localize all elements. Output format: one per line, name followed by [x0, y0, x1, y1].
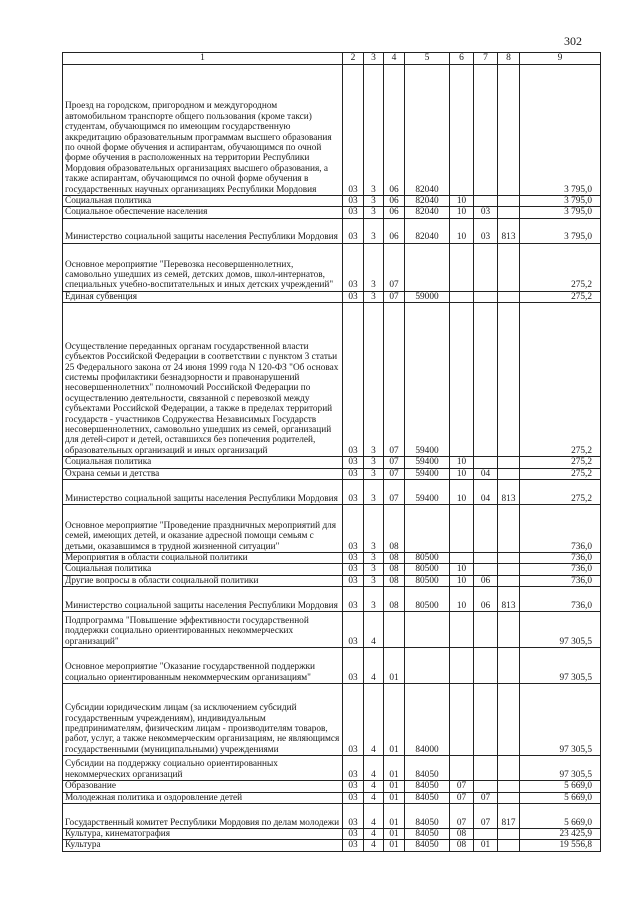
amount-cell: 5 669,0 [520, 792, 601, 803]
code-cell: 03 [474, 207, 498, 218]
code-cell: 03 [474, 218, 498, 243]
code-cell: 01 [384, 648, 405, 684]
code-cell: 4 [364, 684, 384, 756]
code-cell: 10 [450, 480, 474, 505]
code-cell: 08 [384, 553, 405, 564]
amount-cell: 275,2 [520, 303, 601, 457]
code-cell: 3 [364, 553, 384, 564]
table-row [63, 207, 601, 218]
code-cell [450, 243, 474, 291]
code-cell: 03 [343, 207, 364, 218]
code-cell: 59400 [405, 303, 450, 457]
table-row [63, 756, 601, 781]
page-number: 302 [564, 34, 582, 48]
code-cell: 03 [343, 756, 364, 781]
code-cell [474, 291, 498, 302]
row-name-cell: Единая субвенция [63, 291, 343, 302]
code-cell: 03 [343, 564, 364, 575]
code-cell: 3 [364, 505, 384, 553]
header-cell: 1 [63, 53, 343, 65]
row-name-cell: Образование [63, 781, 343, 792]
table-row [63, 468, 601, 479]
table-row [63, 792, 601, 803]
code-cell [498, 553, 520, 564]
amount-cell: 97 305,5 [520, 684, 601, 756]
code-cell [498, 648, 520, 684]
code-cell: 03 [343, 804, 364, 829]
code-cell: 10 [450, 196, 474, 207]
code-cell [450, 648, 474, 684]
code-cell: 80500 [405, 564, 450, 575]
code-cell: 08 [384, 587, 405, 612]
code-cell: 03 [343, 65, 364, 196]
amount-cell: 97 305,5 [520, 756, 601, 781]
code-cell: 03 [343, 829, 364, 840]
amount-cell: 5 669,0 [520, 804, 601, 829]
row-name-cell: Социальное обеспечение населения [63, 207, 343, 218]
code-cell: 04 [474, 468, 498, 479]
code-cell: 10 [450, 218, 474, 243]
code-cell [474, 829, 498, 840]
code-cell: 07 [384, 291, 405, 302]
code-cell: 03 [343, 587, 364, 612]
header-cell: 8 [498, 53, 520, 65]
code-cell: 03 [343, 196, 364, 207]
code-cell: 3 [364, 468, 384, 479]
table-row [63, 243, 601, 291]
amount-cell: 275,2 [520, 243, 601, 291]
amount-cell: 736,0 [520, 553, 601, 564]
code-cell [474, 196, 498, 207]
code-cell: 82040 [405, 196, 450, 207]
code-cell [405, 243, 450, 291]
amount-cell: 5 669,0 [520, 781, 601, 792]
amount-cell: 23 425,9 [520, 829, 601, 840]
code-cell: 06 [474, 587, 498, 612]
table-row [63, 575, 601, 586]
code-cell [450, 612, 474, 648]
code-cell: 06 [384, 196, 405, 207]
header-cell: 9 [520, 53, 601, 65]
code-cell: 03 [343, 505, 364, 553]
header-cell: 4 [384, 53, 405, 65]
header-cell: 7 [474, 53, 498, 65]
code-cell [474, 564, 498, 575]
amount-cell: 736,0 [520, 505, 601, 553]
code-cell [498, 65, 520, 196]
row-name-cell: Основное мероприятие "Оказание государственной поддержки социально ориентированным некоммерческим организациям" [63, 648, 343, 684]
table-row [63, 457, 601, 468]
table-row [63, 684, 601, 756]
code-cell [474, 612, 498, 648]
row-name-cell: Социальная политика [63, 457, 343, 468]
code-cell: 07 [384, 480, 405, 505]
code-cell: 3 [364, 587, 384, 612]
code-cell [474, 303, 498, 457]
row-name-cell: Министерство социальной защиты населения Республики Мордовия [63, 587, 343, 612]
row-name-cell: Министерство социальной защиты населения Республики Мордовия [63, 480, 343, 505]
code-cell: 4 [364, 840, 384, 851]
code-cell: 3 [364, 218, 384, 243]
code-cell [474, 457, 498, 468]
code-cell [384, 612, 405, 648]
amount-cell: 275,2 [520, 291, 601, 302]
code-cell [474, 684, 498, 756]
code-cell: 84050 [405, 756, 450, 781]
code-cell: 08 [450, 829, 474, 840]
row-name-cell: Субсидии на поддержку социально ориентированных некоммерческих организаций [63, 756, 343, 781]
code-cell: 06 [384, 65, 405, 196]
code-cell: 08 [384, 575, 405, 586]
header-cell: 5 [405, 53, 450, 65]
code-cell: 59400 [405, 457, 450, 468]
code-cell: 07 [450, 792, 474, 803]
code-cell: 3 [364, 196, 384, 207]
code-cell [405, 505, 450, 553]
code-cell: 3 [364, 564, 384, 575]
header-row [63, 53, 601, 65]
code-cell [498, 612, 520, 648]
table-row [63, 648, 601, 684]
amount-cell: 736,0 [520, 575, 601, 586]
code-cell [405, 648, 450, 684]
header-cell: 3 [364, 53, 384, 65]
row-name-cell: Подпрограмма "Повышение эффективности государственной поддержки социально ориентированных некоммерческих организаций" [63, 612, 343, 648]
code-cell: 03 [343, 792, 364, 803]
code-cell: 06 [384, 207, 405, 218]
header-cell: 6 [450, 53, 474, 65]
code-cell: 813 [498, 587, 520, 612]
code-cell: 01 [384, 684, 405, 756]
code-cell: 10 [450, 575, 474, 586]
row-name-cell: Культура [63, 840, 343, 851]
amount-cell: 275,2 [520, 457, 601, 468]
code-cell [450, 65, 474, 196]
code-cell: 84050 [405, 829, 450, 840]
table-row [63, 505, 601, 553]
code-cell: 813 [498, 480, 520, 505]
row-name-cell: Осуществление переданных органам государственной власти субъектов Российской Федерации в соответствии с пунктом 3 статьи 25 Федерального закона от 24 июня 1999 года N 120-ФЗ "Об основах системы профилактики безнадзорности и правонарушений несовершеннолетних" полномочий Российской Федерации по осуществлению деятельности, связанной с перевозкой между субъектами Российской Федерации, а также в пределах территорий государств - участников Содружества Независимых Государств несовершеннолетних, самовольно ушедших из семей, организаций для детей-сирот и детей, оставшихся без попечения родителей, образовательных организаций и иных организаций [63, 303, 343, 457]
code-cell: 10 [450, 468, 474, 479]
code-cell: 07 [384, 457, 405, 468]
code-cell: 03 [343, 612, 364, 648]
code-cell: 3 [364, 291, 384, 302]
table-row [63, 781, 601, 792]
code-cell: 3 [364, 480, 384, 505]
code-cell: 03 [343, 303, 364, 457]
amount-cell: 3 795,0 [520, 65, 601, 196]
code-cell: 03 [343, 480, 364, 505]
code-cell: 817 [498, 804, 520, 829]
code-cell: 07 [384, 303, 405, 457]
code-cell: 80500 [405, 553, 450, 564]
table-row [63, 564, 601, 575]
code-cell [498, 564, 520, 575]
code-cell [498, 291, 520, 302]
code-cell: 08 [384, 564, 405, 575]
amount-cell: 3 795,0 [520, 218, 601, 243]
code-cell: 01 [384, 781, 405, 792]
row-name-cell: Социальная политика [63, 564, 343, 575]
table-row [63, 804, 601, 829]
code-cell: 10 [450, 587, 474, 612]
code-cell [474, 553, 498, 564]
row-name-cell: Культура, кинематография [63, 829, 343, 840]
code-cell: 03 [343, 468, 364, 479]
code-cell: 80500 [405, 575, 450, 586]
code-cell: 07 [384, 468, 405, 479]
code-cell [498, 505, 520, 553]
code-cell: 03 [343, 840, 364, 851]
code-cell [450, 505, 474, 553]
code-cell: 06 [474, 575, 498, 586]
code-cell [450, 684, 474, 756]
code-cell: 4 [364, 792, 384, 803]
code-cell [498, 684, 520, 756]
table-row [63, 587, 601, 612]
code-cell: 59400 [405, 468, 450, 479]
code-cell: 04 [474, 480, 498, 505]
code-cell: 4 [364, 829, 384, 840]
code-cell: 07 [450, 781, 474, 792]
code-cell: 01 [384, 792, 405, 803]
table-row [63, 65, 601, 196]
row-name-cell: Молодежная политика и оздоровление детей [63, 792, 343, 803]
code-cell: 08 [450, 840, 474, 851]
table-row [63, 196, 601, 207]
code-cell: 82040 [405, 207, 450, 218]
code-cell: 3 [364, 575, 384, 586]
code-cell: 08 [384, 505, 405, 553]
code-cell: 4 [364, 648, 384, 684]
code-cell [474, 756, 498, 781]
amount-cell: 275,2 [520, 480, 601, 505]
code-cell [498, 781, 520, 792]
code-cell: 84000 [405, 684, 450, 756]
code-cell [450, 291, 474, 302]
code-cell: 3 [364, 207, 384, 218]
code-cell: 4 [364, 804, 384, 829]
code-cell: 01 [384, 840, 405, 851]
table-row [63, 291, 601, 302]
code-cell: 07 [384, 243, 405, 291]
code-cell: 03 [343, 457, 364, 468]
amount-cell: 19 556,8 [520, 840, 601, 851]
row-name-cell: Другие вопросы в области социальной политики [63, 575, 343, 586]
row-name-cell: Социальная политика [63, 196, 343, 207]
code-cell [450, 756, 474, 781]
amount-cell: 3 795,0 [520, 207, 601, 218]
table-row [63, 303, 601, 457]
code-cell: 3 [364, 65, 384, 196]
row-name-cell: Мероприятия в области социальной политики [63, 553, 343, 564]
code-cell [498, 840, 520, 851]
row-name-cell: Государственный комитет Республики Мордовия по делам молодежи [63, 804, 343, 829]
code-cell: 80500 [405, 587, 450, 612]
code-cell: 59000 [405, 291, 450, 302]
code-cell: 59400 [405, 480, 450, 505]
amount-cell: 97 305,5 [520, 648, 601, 684]
code-cell [498, 243, 520, 291]
code-cell: 01 [474, 840, 498, 851]
code-cell [474, 243, 498, 291]
row-name-cell: Субсидии юридическим лицам (за исключением субсидий государственным учреждениям), индивидуальным предпринимателям, физическим лицам - производителям товаров, работ, услуг, а также некоммерческим организациям, не являющимся государственными (муниципальными) учреждениями [63, 684, 343, 756]
code-cell: 03 [343, 553, 364, 564]
code-cell [498, 756, 520, 781]
table-row [63, 840, 601, 851]
code-cell: 84050 [405, 792, 450, 803]
code-cell [498, 468, 520, 479]
header-cell: 2 [343, 53, 364, 65]
code-cell: 01 [384, 756, 405, 781]
row-name-cell: Основное мероприятие "Перевозка несовершеннолетних, самовольно ушедших из семей, детских домов, школ-интернатов, специальных учебно-воспитательных и иных детских учреждений" [63, 243, 343, 291]
code-cell: 82040 [405, 218, 450, 243]
amount-cell: 736,0 [520, 587, 601, 612]
code-cell [405, 612, 450, 648]
code-cell: 03 [343, 575, 364, 586]
code-cell [498, 196, 520, 207]
amount-cell: 736,0 [520, 564, 601, 575]
code-cell: 03 [343, 648, 364, 684]
code-cell: 3 [364, 243, 384, 291]
code-cell: 07 [450, 804, 474, 829]
code-cell [474, 648, 498, 684]
code-cell: 4 [364, 781, 384, 792]
code-cell [498, 457, 520, 468]
code-cell: 10 [450, 457, 474, 468]
code-cell: 84050 [405, 781, 450, 792]
row-name-cell: Основное мероприятие "Проведение праздничных мероприятий для семей, имеющих детей, и оказание адресной помощи семьям с детьми, оказавшимся в трудной жизненной ситуации" [63, 505, 343, 553]
table-row [63, 553, 601, 564]
code-cell [498, 207, 520, 218]
table-row [63, 480, 601, 505]
code-cell [474, 505, 498, 553]
code-cell: 813 [498, 218, 520, 243]
code-cell: 03 [343, 218, 364, 243]
code-cell: 07 [474, 804, 498, 829]
code-cell [498, 829, 520, 840]
code-cell: 10 [450, 564, 474, 575]
code-cell [498, 303, 520, 457]
amount-cell: 97 305,5 [520, 612, 601, 648]
code-cell [474, 781, 498, 792]
code-cell: 82040 [405, 65, 450, 196]
code-cell: 4 [364, 612, 384, 648]
amount-cell: 3 795,0 [520, 196, 601, 207]
code-cell: 06 [384, 218, 405, 243]
budget-table [62, 52, 601, 852]
table-row [63, 612, 601, 648]
code-cell [450, 553, 474, 564]
row-name-cell: Проезд на городском, пригородном и междугородном автомобильном транспорте общего пользования (кроме такси) студентам, обучающимся по имеющим государственную аккредитацию образовательным программам высшего образования по очной форме обучения и аспирантам, обучающимся по очной форме обучения в расположенных на территории Республики Мордовия образовательных организациях высшего образования, а также аспирантам, обучающимся по очной форме обучения в государственных научных организациях Республики Мордовия [63, 65, 343, 196]
code-cell: 3 [364, 303, 384, 457]
code-cell: 84050 [405, 840, 450, 851]
code-cell: 03 [343, 781, 364, 792]
code-cell: 84050 [405, 804, 450, 829]
row-name-cell: Охрана семьи и детства [63, 468, 343, 479]
row-name-cell: Министерство социальной защиты населения Республики Мордовия [63, 218, 343, 243]
code-cell: 07 [474, 792, 498, 803]
code-cell: 03 [343, 291, 364, 302]
code-cell: 03 [343, 684, 364, 756]
code-cell: 03 [343, 243, 364, 291]
amount-cell: 275,2 [520, 468, 601, 479]
code-cell [498, 575, 520, 586]
code-cell: 3 [364, 457, 384, 468]
table-row [63, 218, 601, 243]
code-cell [450, 303, 474, 457]
code-cell: 4 [364, 756, 384, 781]
code-cell: 10 [450, 207, 474, 218]
code-cell: 01 [384, 829, 405, 840]
table-row [63, 829, 601, 840]
code-cell [474, 65, 498, 196]
code-cell: 01 [384, 804, 405, 829]
code-cell [498, 792, 520, 803]
